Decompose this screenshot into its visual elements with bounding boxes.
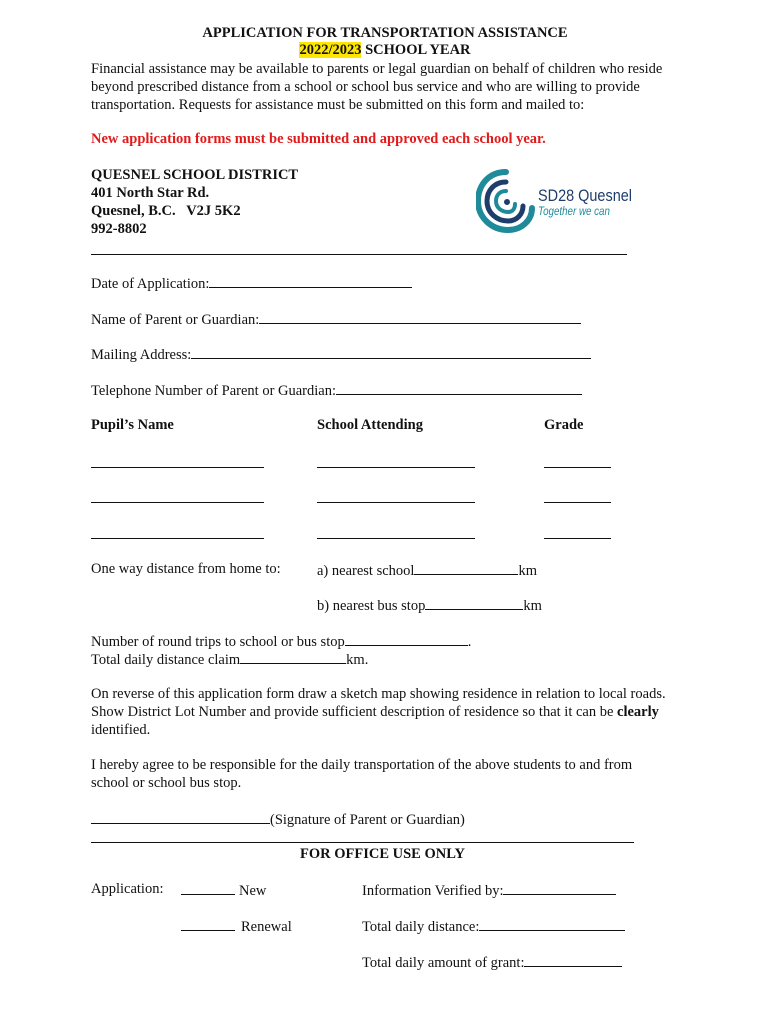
grade-line-3[interactable]: [544, 538, 611, 539]
district-name: QUESNEL SCHOOL DISTRICT: [91, 167, 299, 183]
total-grant-field[interactable]: [362, 953, 622, 972]
office-use-title: FOR OFFICE USE ONLY: [300, 846, 466, 862]
mailing-address-label: Mailing Address:: [91, 347, 192, 363]
district-street: 401 North Star Rd.: [91, 185, 210, 201]
form-title: APPLICATION FOR TRANSPORTATION ASSISTANCE: [202, 25, 568, 41]
nearest-school-input-line[interactable]: [414, 561, 518, 575]
date-label: Date of Application:: [91, 276, 210, 292]
divider-office: [91, 842, 634, 843]
total-grant-label: Total daily amount of grant:: [362, 955, 525, 971]
telephone-input-line[interactable]: [336, 381, 582, 395]
school-line-2[interactable]: [317, 502, 475, 503]
distance-label: One way distance from home to:: [91, 561, 281, 577]
daily-claim-label: Total daily distance claim: [91, 652, 241, 668]
notice-text: New application forms must be submitted and approved each school year.: [91, 131, 546, 147]
date-input-line[interactable]: [209, 274, 412, 288]
sketch-text-2: identified.: [91, 722, 151, 738]
daily-claim-unit: km.: [346, 652, 369, 668]
logo-name: SD28 Quesnel: [538, 186, 632, 205]
new-application-input-line[interactable]: [181, 881, 235, 895]
sd28-logo: [476, 168, 636, 234]
logo-tagline: Together we can: [538, 206, 610, 218]
grade-line-2[interactable]: [544, 502, 611, 503]
mailing-address-field[interactable]: [91, 345, 591, 364]
renewal-application-field[interactable]: [181, 917, 292, 936]
total-distance-field[interactable]: [362, 917, 625, 936]
pupil-name-header: Pupil’s Name: [91, 417, 174, 433]
sketch-text-1: On reverse of this application form draw a sketch map showing residence in relation to local roads. Show District Lot Number and provide sufficient description of residence so that it can be: [91, 686, 666, 720]
sketch-bold-word: clearly: [617, 704, 659, 720]
intro-paragraph: Financial assistance may be available to parents or legal guardian on behalf of children who reside beyond prescribed distance from a school or school bus service and who are willing to provide transportation. Requests for assistance must be submitted on this form and mailed to:: [91, 61, 663, 113]
signature-field[interactable]: [91, 810, 465, 829]
round-trips-input-line[interactable]: [345, 632, 468, 646]
nearest-school-unit: km: [518, 563, 537, 579]
round-trips-field[interactable]: [91, 632, 471, 651]
swirl-logo-icon: [476, 168, 536, 234]
telephone-label: Telephone Number of Parent or Guardian:: [91, 383, 336, 399]
total-grant-input-line[interactable]: [524, 953, 622, 967]
application-label: Application:: [91, 881, 164, 897]
renewal-application-input-line[interactable]: [181, 917, 235, 931]
sketch-instructions: [91, 685, 686, 739]
new-application-label: New: [239, 883, 267, 899]
round-trips-end: .: [467, 634, 472, 650]
school-year-highlight: 2022/2023: [299, 42, 362, 58]
grade-line-1[interactable]: [544, 467, 611, 468]
total-distance-input-line[interactable]: [479, 917, 625, 931]
school-line-1[interactable]: [317, 467, 475, 468]
round-trips-label: Number of round trips to school or bus stop: [91, 634, 345, 650]
nearest-bus-unit: km: [523, 598, 542, 614]
telephone-field[interactable]: [91, 381, 582, 400]
parent-name-field[interactable]: [91, 310, 581, 329]
pupil-name-line-1[interactable]: [91, 467, 264, 468]
signature-label: (Signature of Parent or Guardian): [270, 812, 465, 828]
parent-name-input-line[interactable]: [259, 310, 581, 324]
signature-input-line[interactable]: [91, 810, 270, 824]
agreement-text: I hereby agree to be responsible for the daily transportation of the above students to and from school or school bus stop.: [91, 757, 633, 791]
nearest-bus-input-line[interactable]: [425, 596, 523, 610]
school-year: [0, 42, 770, 59]
school-attending-header: School Attending: [317, 417, 423, 433]
daily-claim-input-line[interactable]: [240, 650, 346, 664]
divider-top: [91, 254, 627, 255]
school-line-3[interactable]: [317, 538, 475, 539]
verified-by-label: Information Verified by:: [362, 883, 504, 899]
mailing-address-input-line[interactable]: [191, 345, 591, 359]
school-year-suffix: SCHOOL YEAR: [361, 42, 471, 58]
district-phone: 992-8802: [91, 221, 147, 237]
nearest-bus-field[interactable]: [317, 596, 542, 615]
pupil-name-line-2[interactable]: [91, 502, 264, 503]
new-application-field[interactable]: [181, 881, 266, 900]
total-distance-label: Total daily distance:: [362, 919, 480, 935]
pupil-name-line-3[interactable]: [91, 538, 264, 539]
nearest-bus-label: b) nearest bus stop: [317, 598, 426, 614]
daily-claim-field[interactable]: [91, 650, 368, 669]
nearest-school-label: a) nearest school: [317, 563, 415, 579]
nearest-school-field[interactable]: [317, 561, 537, 580]
verified-by-field[interactable]: [362, 881, 616, 900]
renewal-application-label: Renewal: [241, 919, 292, 935]
grade-header: Grade: [544, 417, 584, 433]
verified-by-input-line[interactable]: [503, 881, 616, 895]
parent-name-label: Name of Parent or Guardian:: [91, 312, 260, 328]
date-field[interactable]: [91, 274, 412, 293]
district-city: Quesnel, B.C. V2J 5K2: [91, 203, 241, 219]
